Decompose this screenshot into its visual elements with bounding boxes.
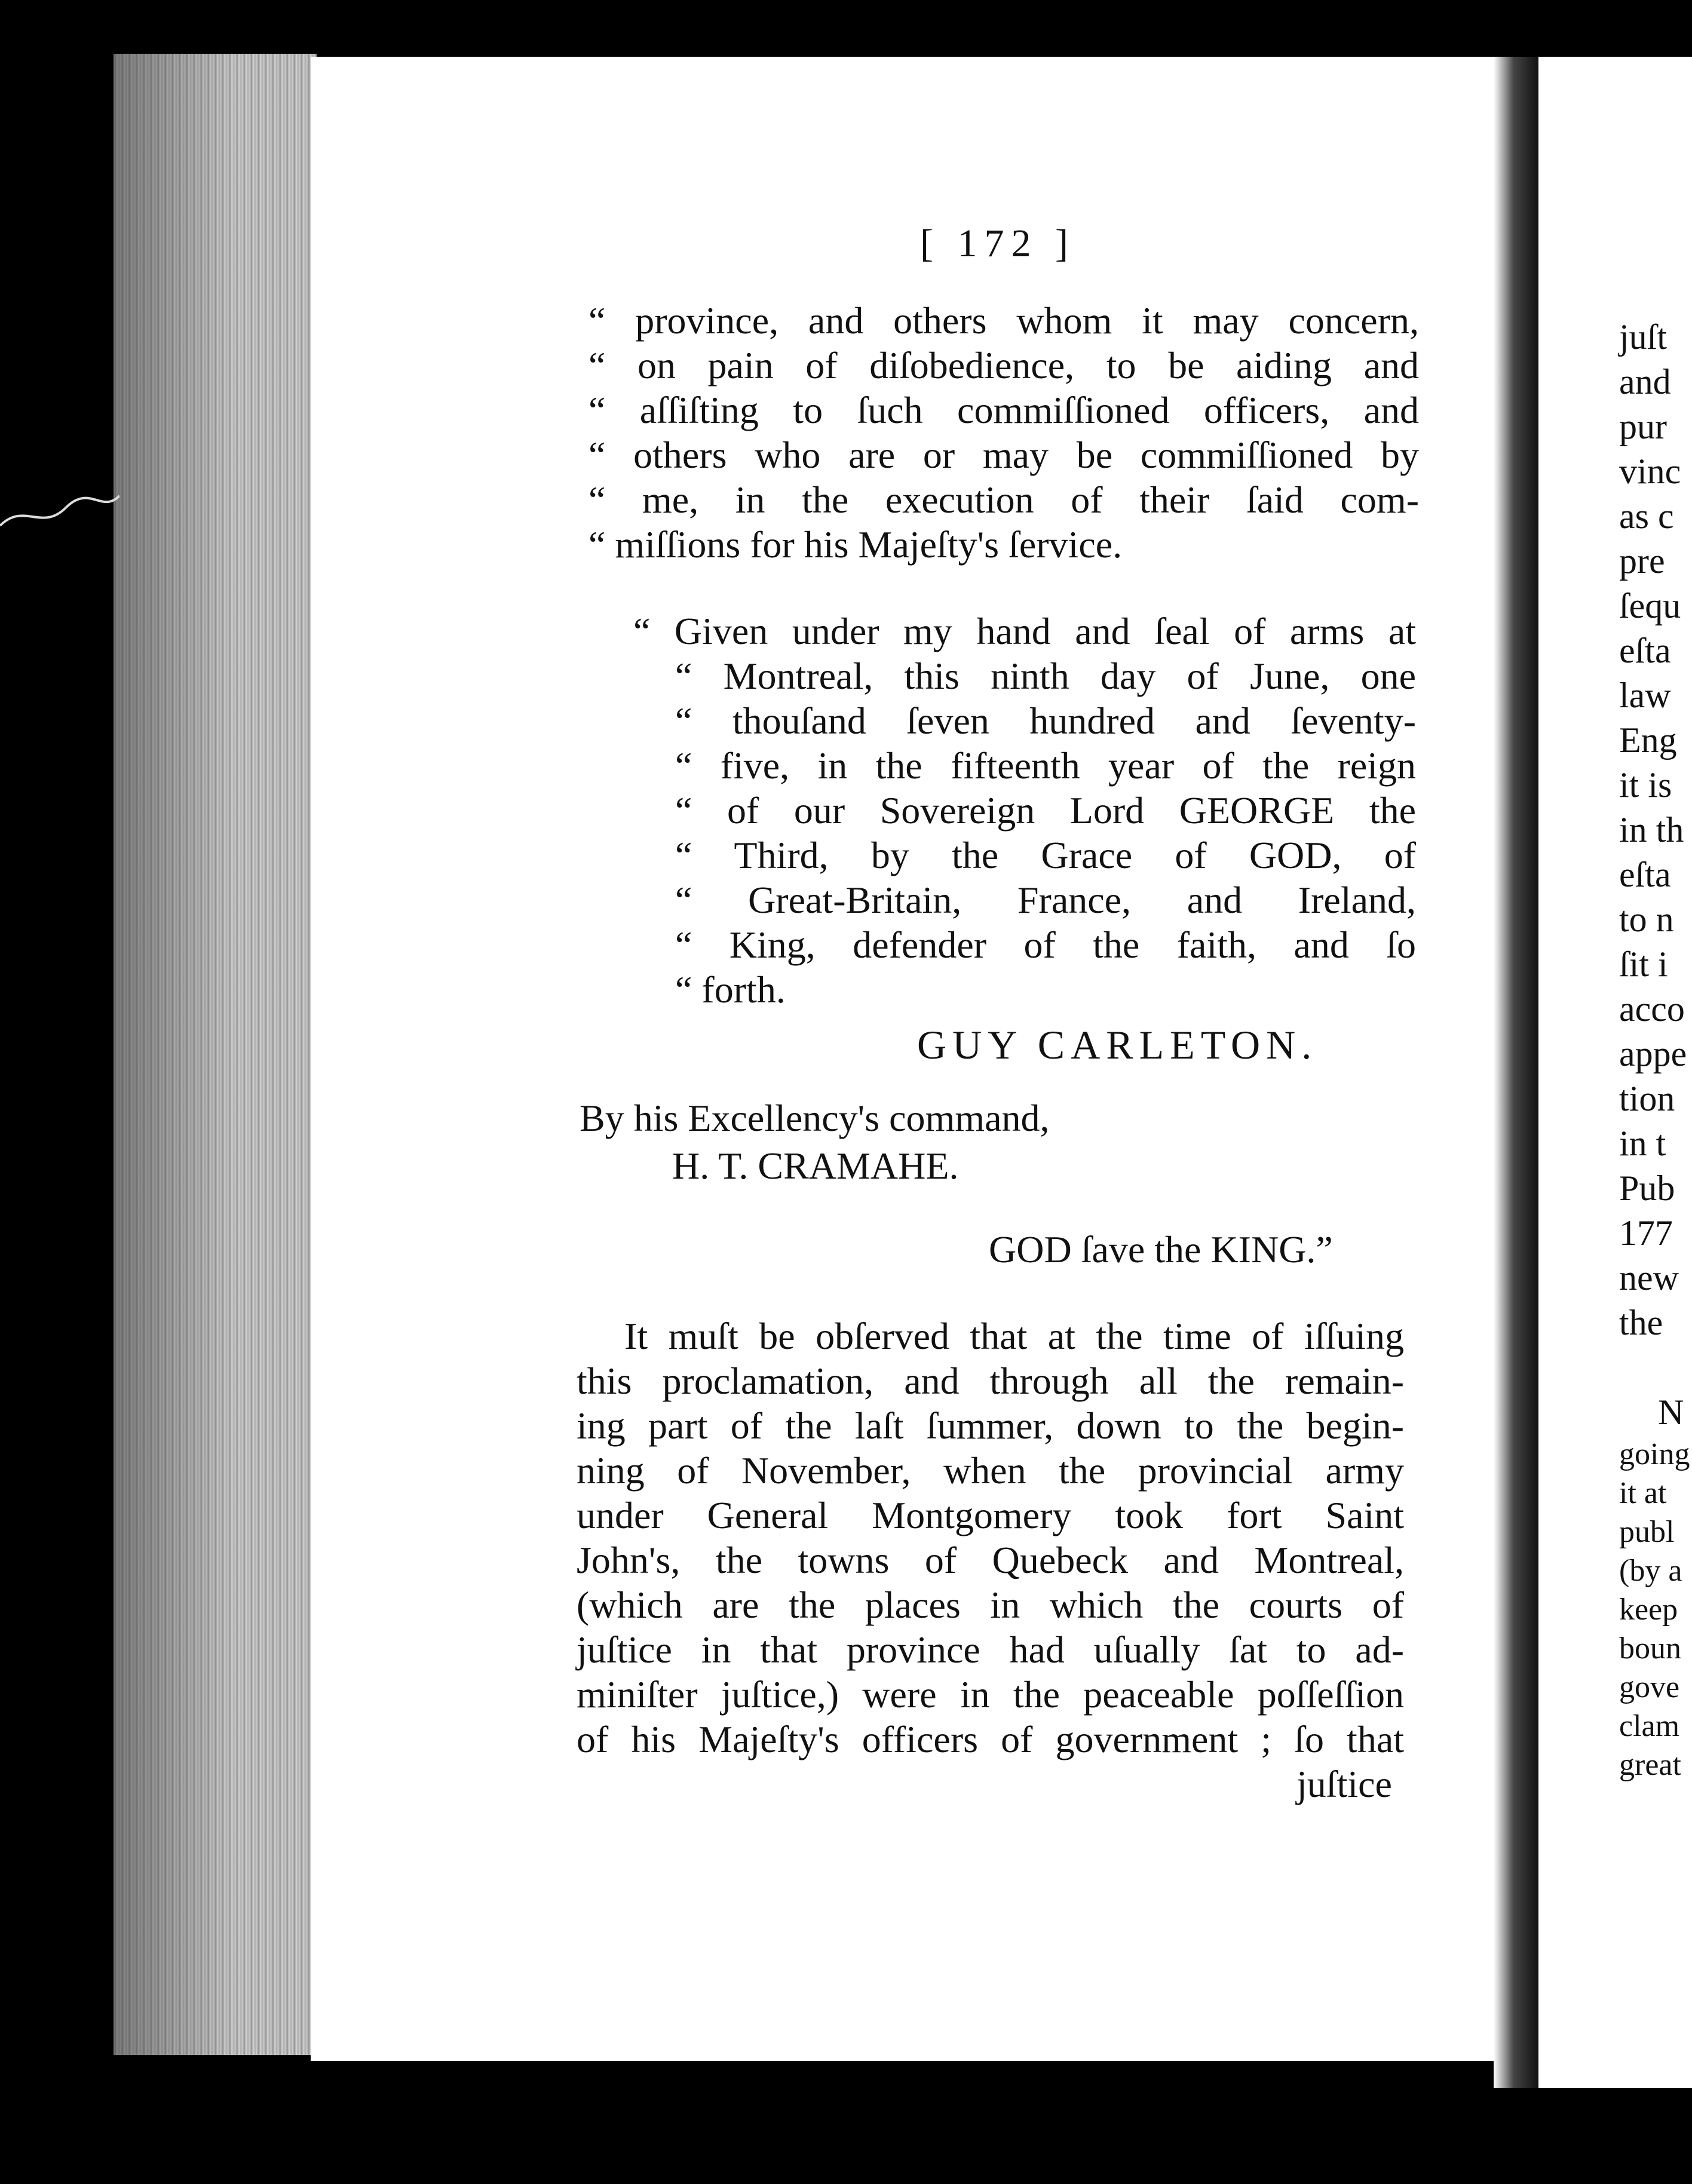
- text-line: miniſter juſtice,) were in the peaceable poſſeſſion: [577, 1673, 1404, 1716]
- facing-text-line: ſequ: [1619, 586, 1681, 625]
- facing-text-line: in t: [1619, 1124, 1666, 1163]
- facing-text-line: gove: [1619, 1670, 1680, 1704]
- text-line: It muſt be obſerved that at the time of iſſuing: [624, 1315, 1404, 1357]
- text-line: of his Majeſty's officers of government ; ſo that: [577, 1718, 1404, 1760]
- facing-text-line: it at: [1619, 1476, 1667, 1510]
- facing-text-line: going: [1619, 1437, 1690, 1471]
- text-line: “ others who are or may be commiſſioned by: [588, 434, 1419, 476]
- fore-edge-shadow: [114, 54, 233, 2055]
- text-line: “ five, in the fifteenth year of the reign: [675, 744, 1416, 787]
- page-gutter: [1494, 57, 1538, 2088]
- text-line: “ province, and others whom it may concern,: [588, 299, 1419, 342]
- facing-text-line: it is: [1619, 765, 1672, 805]
- facing-text-line: (by a: [1619, 1554, 1682, 1588]
- facing-text-line: boun: [1619, 1631, 1681, 1665]
- facing-text-line: new: [1619, 1258, 1679, 1297]
- text-line: ing part of the laſt ſummer, down to the begin-: [577, 1404, 1404, 1447]
- facing-text-line: ſit i: [1619, 944, 1668, 984]
- text-line: “ thouſand ſeven hundred and ſeventy-: [675, 700, 1416, 742]
- text-line: ning of November, when the provincial army: [577, 1449, 1404, 1492]
- text-line: “ on pain of diſobedience, to be aiding and: [588, 344, 1419, 387]
- facing-text-line: as c: [1619, 496, 1674, 536]
- signature-carleton: GUY CARLETON.: [917, 1022, 1318, 1068]
- facing-text-line: clam: [1619, 1709, 1680, 1743]
- facing-text-line: juſt: [1619, 317, 1668, 357]
- page-header: [ 172 ]: [920, 222, 1075, 265]
- facing-text-line: law: [1619, 676, 1671, 715]
- facing-text-line: and: [1619, 362, 1671, 401]
- facing-text-line: tion: [1619, 1079, 1675, 1118]
- text-line: under General Montgomery took fort Saint: [577, 1494, 1404, 1536]
- facing-text-line: eſta: [1619, 855, 1671, 894]
- facing-text-line: N: [1658, 1392, 1684, 1432]
- catchword: juſtice: [1296, 1763, 1392, 1805]
- facing-text-line: acco: [1619, 989, 1685, 1029]
- secretary-signature: H. T. CRAMAHE.: [672, 1145, 959, 1187]
- command-line: By his Excellency's command,: [580, 1097, 1050, 1139]
- facing-text-line: pre: [1619, 541, 1665, 581]
- facing-text-line: 177: [1619, 1213, 1673, 1253]
- text-line: juſtice in that province had uſually ſat to ad-: [577, 1628, 1404, 1671]
- facing-text-line: Pub: [1619, 1168, 1675, 1208]
- text-line: “ of our Sovereign Lord GEORGE the: [675, 789, 1416, 832]
- text-line: John's, the towns of Quebeck and Montreal,: [577, 1539, 1404, 1581]
- loose-thread: [0, 490, 119, 538]
- text-line: “ Montreal, this ninth day of June, one: [675, 655, 1416, 697]
- text-line: “ King, defender of the faith, and ſo: [675, 924, 1416, 966]
- facing-text-line: pur: [1619, 407, 1667, 446]
- facing-text-line: great: [1619, 1748, 1681, 1782]
- facing-text-line: Eng: [1619, 720, 1677, 760]
- text-line: (which are the places in which the courts of: [577, 1584, 1404, 1626]
- text-line: this proclamation, and through all the remain-: [577, 1360, 1404, 1402]
- text-line: “ Given under my hand and ſeal of arms at: [633, 610, 1416, 652]
- text-line: “ aſſiſting to ſuch commiſſioned officers, and: [588, 389, 1419, 431]
- text-line: “ forth.: [675, 968, 786, 1011]
- text-line: “ Great-Britain, France, and Ireland,: [675, 879, 1416, 921]
- facing-text-line: publ: [1619, 1515, 1675, 1549]
- facing-text-line: to n: [1619, 900, 1674, 939]
- text-line: “ me, in the execution of their ſaid com-: [588, 478, 1419, 521]
- text-line: “ Third, by the Grace of GOD, of: [675, 834, 1416, 876]
- closing-line: GOD ſave the KING.”: [989, 1228, 1333, 1271]
- facing-text-line: in th: [1619, 810, 1684, 849]
- facing-text-line: keep: [1619, 1593, 1678, 1627]
- facing-text-line: vinc: [1619, 452, 1681, 491]
- facing-text-line: appe: [1619, 1034, 1687, 1073]
- facing-text-line: eſta: [1619, 631, 1671, 670]
- text-line: “ miſſions for his Majeſty's ſervice.: [588, 523, 1123, 566]
- facing-text-line: the: [1619, 1303, 1663, 1342]
